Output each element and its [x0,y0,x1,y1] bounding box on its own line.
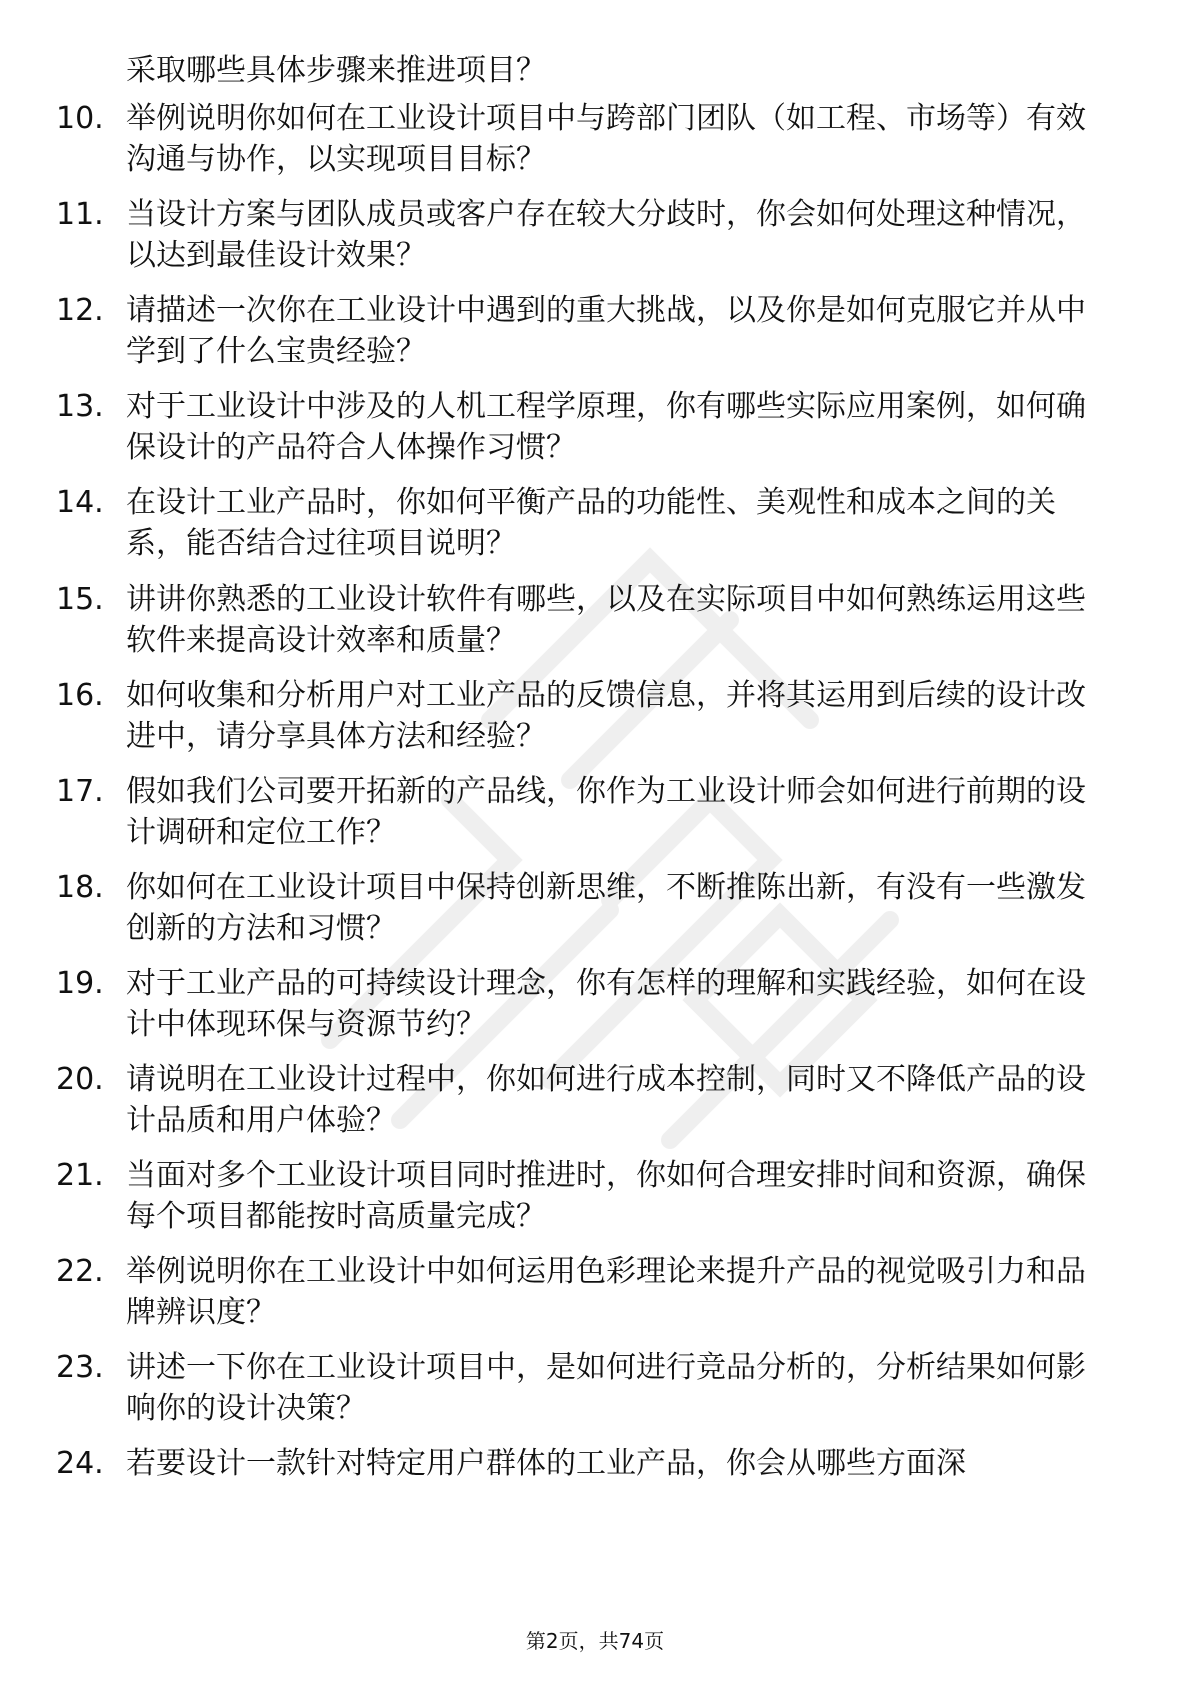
question-text: 请描述一次你在工业设计中遇到的重大挑战，以及你是如何克服它并从中学到了什么宝贵经验？ [126,293,1086,370]
question-text: 请说明在工业设计过程中，你如何进行成本控制，同时又不降低产品的设计品质和用户体验？ [126,1062,1086,1138]
question-number: 18. [56,869,104,905]
question-text: 你如何在工业设计项目中保持创新思维，不断推陈出新，有没有一些激发创新的方法和习惯？ [126,869,1086,946]
question-number: 10. [56,101,104,136]
question-item [0,194,1190,294]
question-number: 16. [56,677,104,713]
continued-question-text: 采取哪些具体步骤来推进项目？ [126,53,546,88]
question-item [0,290,1190,390]
question-number: 12. [56,293,104,329]
question-number: 11. [56,197,104,233]
question-item [0,771,1190,871]
question-text: 讲述一下你在工业设计项目中，是如何进行竞品分析的，分析结果如何影响你的设计决策？ [126,1350,1086,1427]
question-item [0,1443,1190,1543]
page-indicator: 第2页，共74页 [525,1629,665,1653]
question-number: 23. [56,1350,104,1386]
question-item [0,1347,1190,1447]
question-item [0,1251,1190,1351]
question-number: 20. [56,1062,104,1097]
question-item [0,675,1190,775]
question-item [0,1059,1190,1159]
question-text: 若要设计一款针对特定用户群体的工业产品，你会从哪些方面深 [126,1446,966,1482]
question-number: 21. [56,1158,104,1194]
question-text: 举例说明你在工业设计中如何运用色彩理论来提升产品的视觉吸引力和品牌辨识度？ [126,1254,1086,1331]
question-item [0,1155,1190,1255]
question-number: 24. [56,1446,104,1482]
question-text: 对于工业产品的可持续设计理念，你有怎样的理解和实践经验，如何在设计中体现环保与资源节约？ [126,965,1086,1042]
question-text: 讲讲你熟悉的工业设计软件有哪些，以及在实际项目中如何熟练运用这些软件来提高设计效率和质量？ [126,581,1086,658]
question-item [0,579,1190,679]
question-number: 13. [56,389,104,425]
question-text: 当面对多个工业设计项目同时推进时，你如何合理安排时间和资源，确保每个项目都能按时高质量完成？ [126,1158,1086,1235]
question-item [0,98,1190,198]
question-item [0,867,1190,967]
question-text: 举例说明你如何在工业设计项目中与跨部门团队（如工程、市场等）有效沟通与协作，以实现项目目标？ [126,101,1086,177]
question-text: 假如我们公司要开拓新的产品线，你作为工业设计师会如何进行前期的设计调研和定位工作？ [126,773,1086,850]
question-number: 17. [56,773,104,809]
question-item [0,963,1190,1063]
question-number: 19. [56,965,104,1001]
question-item [0,482,1190,582]
question-number: 22. [56,1254,104,1290]
question-item [0,386,1190,486]
question-text: 在设计工业产品时，你如何平衡产品的功能性、美观性和成本之间的关系，能否结合过往项目说明？ [126,485,1056,562]
question-text: 如何收集和分析用户对工业产品的反馈信息，并将其运用到后续的设计改进中，请分享具体方法和经验？ [126,677,1086,754]
question-number: 14. [56,485,104,521]
question-text: 对于工业设计中涉及的人机工程学原理，你有哪些实际应用案例，如何确保设计的产品符合人体操作习惯？ [126,389,1086,466]
question-number: 15. [56,581,104,617]
question-text: 当设计方案与团队成员或客户存在较大分歧时，你会如何处理这种情况，以达到最佳设计效果？ [126,197,1086,274]
